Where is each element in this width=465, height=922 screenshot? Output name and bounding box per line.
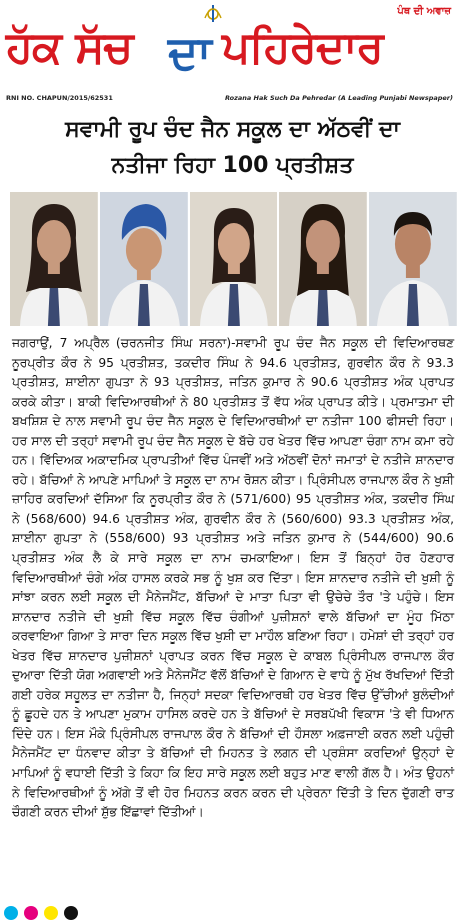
student-photo-girl-1: [10, 192, 98, 326]
student-photo-girl-icon: [190, 192, 278, 326]
student-photo-boy: [369, 192, 457, 326]
masthead-title-left: ਹੱਕ ਸੱਚ: [6, 22, 133, 73]
student-photo-boy-turban: [100, 192, 188, 326]
newspaper-masthead: [0, 0, 465, 92]
masthead-tagline: ਪੰਥ ਦੀ ਅਵਾਜ਼: [397, 6, 451, 17]
headline-line-1: ਸਵਾਮੀ ਰੂਪ ਚੰਦ ਜੈਨ ਸਕੂਲ ਦਾ ਅੱਠਵੀਂ ਦਾ: [65, 117, 400, 142]
student-photo-girl-3: [279, 192, 367, 326]
headline-line-2: ਨਤੀਜਾ ਰਿਹਾ 100 ਪ੍ਰਤੀਸ਼ਤ: [111, 153, 354, 178]
student-photo-girl-2: [190, 192, 278, 326]
yellow-registration-mark: [44, 906, 58, 920]
masthead-title-mid: ਦਾ: [168, 25, 212, 79]
masthead-title-right: ਪਹਿਰੇਦਾਰ: [222, 22, 383, 73]
newspaper-english-name: Rozana Hak Such Da Pehredar (A Leading Punjabi Newspaper): [224, 94, 453, 102]
rni-number: RNI NO. CHAPUN/2015/62531: [6, 94, 113, 102]
black-registration-mark: [64, 906, 78, 920]
article-body: ਜਗਰਾਉਂ, 7 ਅਪ੍ਰੈਲ (ਚਰਨਜੀਤ ਸਿੰਘ ਸਰਨਾ)-ਸਵਾਮੀ ਰੂਪ ਚੰਦ ਜੈਨ ਸਕੂਲ ਦੀ ਵਿਦਿਆਰਥਣ ਨੂਰਪ੍ਰੀਤ ਕੌਰ ਨੇ 95 ਪ੍ਰਤੀਸ਼ਤ, ਤਕਦੀਰ ਸਿੰਘ ਨੇ 94.6 ਪ੍ਰਤੀਸ਼ਤ, ਗੁਰਵੀਨ ਕੌਰ ਨੇ 93.3 ਪ੍ਰਤੀਸ਼ਤ, ਸ਼ਾਈਨਾ ਗੁਪਤਾ ਨੇ 93 ਪ੍ਰਤੀਸ਼ਤ, ਜਤਿਨ ਕੁਮਾਰ ਨੇ 90.6 ਪ੍ਰਤੀਸ਼ਤ ਅੰਕ ਪ੍ਰਾਪਤ ਕਰਕੇ ਕੀਤਾ। ਬਾਕੀ ਵਿਦਿਆਰਥੀਆਂ ਨੇ 80 ਪ੍ਰਤੀਸ਼ਤ ਤੋਂ ਵੱਧ ਅੰਕ ਪ੍ਰਾਪਤ ਕੀਤੇ। ਪ੍ਰਮਾਤਮਾ ਦੀ ਬਖਸ਼ਿਸ਼ ਦੇ ਨਾਲ ਸਵਾਮੀ ਰੂਪ ਚੰਦ ਜੈਨ ਸਕੂਲ ਦੇ ਵਿਦਿਆਰਥੀਆਂ ਦਾ ਨਤੀਜਾ 100 ਫੀਸਦੀ ਰਿਹਾ। ਹਰ ਸਾਲ ਦੀ ਤਰ੍ਹਾਂ ਸਵਾਮੀ ਰੂਪ ਚੰਦ ਜੈਨ ਸਕੂਲ ਦੇ ਬੱਚੇ ਹਰ ਖੇਤਰ ਵਿੱਚ ਆਪਣਾ ਚੰਗਾ ਨਾਮ ਕਮਾ ਰਹੇ ਹਨ। ਵਿੱਦਿਅਕ ਅਕਾਦਮਿਕ ਪ੍ਰਾਪਤੀਆਂ ਵਿੱਚ ਪੰਜਵੀਂ ਅਤੇ ਅੱਠਵੀਂ ਦੋਨਾਂ ਜਮਾਤਾਂ ਦੇ ਨਤੀਜੇ ਸ਼ਾਨਦਾਰ ਰਹੇ। ਬੱਚਿਆਂ ਨੇ ਆਪਣੇ ਮਾਪਿਆਂ ਤੇ ਸਕੂਲ ਦਾ ਨਾਮ ਰੋਸ਼ਨ ਕੀਤਾ। ਪ੍ਰਿੰਸੀਪਲ ਰਾਜਪਾਲ ਕੌਰ ਨੇ ਖੁਸ਼ੀ ਜ਼ਾਹਿਰ ਕਰਦਿਆਂ ਦੱਸਿਆ ਕਿ ਨੂਰਪ੍ਰੀਤ ਕੌਰ ਨੇ (571/600) 95 ਪ੍ਰਤੀਸ਼ਤ ਅੰਕ, ਤਕਦੀਰ ਸਿੰਘ ਨੇ (568/600) 94.6 ਪ੍ਰਤੀਸ਼ਤ ਅੰਕ, ਗੁਰਵੀਨ ਕੌਰ ਨੇ (560/600) 93.3 ਪ੍ਰਤੀਸ਼ਤ ਅੰਕ, ਸ਼ਾਈਨਾ ਗੁਪਤਾ ਨੇ (558/600) 93 ਪ੍ਰਤੀਸ਼ਤ ਅਤੇ ਜਤਿਨ ਕੁਮਾਰ ਨੇ (544/600) 90.6 ਪ੍ਰਤੀਸ਼ਤ ਅੰਕ ਲੈ ਕੇ ਸਾਰੇ ਸਕੂਲ ਦਾ ਨਾਮ ਚਮਕਾਇਆ। ਇਸ ਤੋਂ ਬਿਨ੍ਹਾਂ ਹੋਰ ਹੋਣਹਾਰ ਵਿਦਿਆਰਥੀਆਂ ਚੰਗੇ ਅੰਕ ਹਾਸਲ ਕਰਕੇ ਸਭ ਨੂੰ ਖੁਸ਼ ਕਰ ਦਿੱਤਾ। ਇਸ ਸ਼ਾਨਦਾਰ ਨਤੀਜੇ ਦੀ ਖੁਸ਼ੀ ਨੂੰ ਸਾਂਝਾ ਕਰਨ ਲਈ ਸਕੂਲ ਦੀ ਮੈਨੇਜਮੈਂਟ, ਬੱਚਿਆਂ ਦੇ ਮਾਤਾ ਪਿਤਾ ਵੀ ਉਚੇਚੇ ਤੌਰ 'ਤੇ ਪਹੁੰਚੇ। ਇਸ ਸ਼ਾਨਦਾਰ ਨਤੀਜੇ ਦੀ ਖੁਸ਼ੀ ਵਿੱਚ ਸਕੂਲ ਵਿੱਚ ਚੰਗੀਆਂ ਪੁਜ਼ੀਸ਼ਨਾਂ ਵਾਲੇ ਬੱਚਿਆਂ ਦਾ ਮੂੰਹ ਮਿੱਠਾ ਕਰਵਾਇਆ ਗਿਆ ਤੇ ਸਾਰਾ ਦਿਨ ਸਕੂਲ ਵਿੱਚ ਖੁਸ਼ੀ ਦਾ ਮਾਹੌਲ ਬਣਿਆ ਰਿਹਾ। ਹਮੇਸ਼ਾਂ ਦੀ ਤਰ੍ਹਾਂ ਹਰ ਖੇਤਰ ਵਿੱਚ ਸ਼ਾਨਦਾਰ ਪੁਜ਼ੀਸ਼ਨਾਂ ਪ੍ਰਾਪਤ ਕਰਨ ਵਿੱਚ ਸਕੂਲ ਦੇ ਕਾਬਲ ਪ੍ਰਿੰਸੀਪਲ ਰਾਜਪਾਲ ਕੌਰ ਦੁਆਰਾ ਦਿੱਤੀ ਯੋਗ ਅਗਵਾਈ ਅਤੇ ਮੈਨੇਜਮੈਂਟ ਵੱਲੋਂ ਬੱਚਿਆਂ ਦੇ ਗਿਆਨ ਦੇ ਵਾਧੇ ਨੂੰ ਮੁੱਖ ਰੱਖਦਿਆਂ ਦਿੱਤੀ ਗਈ ਹਰੇਕ ਸਹੂਲਤ ਦਾ ਨਤੀਜਾ ਹੈ, ਜਿਨ੍ਹਾਂ ਸਦਕਾ ਵਿਦਿਆਰਥੀ ਹਰ ਖੇਤਰ ਵਿੱਚ ਉੱਚੀਆਂ ਬੁਲੰਦੀਆਂ ਨੂੰ ਛੂਹਦੇ ਹਨ ਤੇ ਆਪਣਾ ਮੁਕਾਮ ਹਾਸਿਲ ਕਰਦੇ ਹਨ ਤੇ ਬੱਚਿਆਂ ਦੇ ਸਰਬਪੱਖੀ ਵਿਕਾਸ 'ਤੇ ਵੀ ਧਿਆਨ ਦਿੰਦੇ ਹਨ। ਇਸ ਮੌਕੇ ਪ੍ਰਿੰਸੀਪਲ ਰਾਜਪਾਲ ਕੌਰ ਨੇ ਬੱਚਿਆਂ ਦੀ ਹੌਸਲਾ ਅਫ਼ਜਾਈ ਕਰਨ ਲਈ ਪਹੁੰਚੀ ਮੈਨੇਜਮੈਂਟ ਦਾ ਧੰਨਵਾਦ ਕੀਤਾ ਤੇ ਬੱਚਿਆਂ ਦੀ ਮਿਹਨਤ ਤੇ ਲਗਨ ਦੀ ਪ੍ਰਸ਼ੰਸਾ ਕਰਦਿਆਂ ਉਨ੍ਹਾਂ ਦੇ ਮਾਪਿਆਂ ਨੂੰ ਵਧਾਈ ਦਿੱਤੀ ਤੇ ਕਿਹਾ ਕਿ ਇਹ ਸਾਰੇ ਸਕੂਲ ਲਈ ਬਹੁਤ ਮਾਣ ਵਾਲੀ ਗੱਲ ਹੈ। ਅੰਤ ਉਹਨਾਂ ਨੇ ਵਿਦਿਆਰਥੀਆਂ ਨੂੰ ਅੱਗੇ ਤੋਂ ਵੀ ਹੋਰ ਮਿਹਨਤ ਕਰਨ ਕਰਨ ਦੀ ਪ੍ਰੇਰਨਾ ਦਿੱਤੀ ਤੇ ਦਿਨ ਦੁੱਗਣੀ ਰਾਤ ਚੌਗਣੀ ਕਰਨ ਦੀਆਂ ਸ਼ੁੱਭ ਇੱਛਾਵਾਂ ਦਿੱਤੀਆਂ।: [12, 336, 454, 820]
student-photo-boy-turban-icon: [100, 192, 188, 326]
magenta-registration-mark: [24, 906, 38, 920]
article-headline: [0, 112, 465, 184]
student-photo-strip: [10, 192, 457, 326]
student-photo-girl-icon: [10, 192, 98, 326]
cyan-registration-mark: [4, 906, 18, 920]
student-photo-boy-icon: [369, 192, 457, 326]
student-photo-girl-icon: [279, 192, 367, 326]
print-registration-bar: [0, 904, 465, 922]
